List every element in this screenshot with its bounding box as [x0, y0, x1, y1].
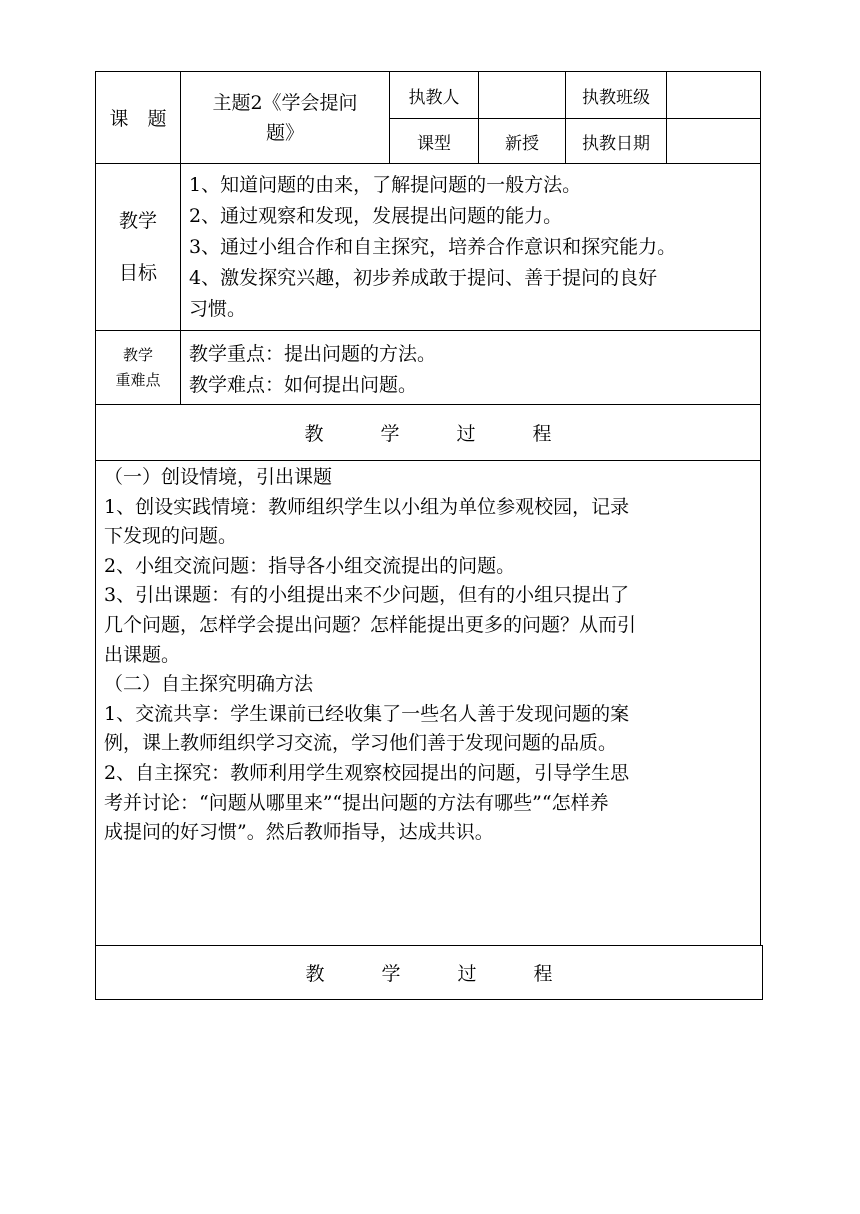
- grid-line: [95, 999, 763, 1000]
- topic-value: [181, 72, 389, 163]
- objectives-label-line1: 教学: [118, 210, 157, 232]
- process-line: 成提问的好习惯”。然后教师指导，达成共识。: [104, 821, 494, 844]
- process-line: 几个问题，怎样学会提出问题？怎样能提出更多的问题？从而引: [104, 613, 637, 636]
- date-label: 执教日期: [582, 133, 650, 154]
- date-value: [667, 119, 760, 163]
- objectives-label: [96, 164, 180, 330]
- process-line: （二）自主探究明确方法: [104, 673, 314, 696]
- process-line: （一）创设情境，引出课题: [104, 466, 333, 488]
- teacher-label: 执教人: [408, 87, 460, 108]
- keypoints-label-line1: 教学: [122, 345, 153, 364]
- objectives-label-line2: 目标: [118, 262, 157, 284]
- objective-line: 习惯。: [189, 298, 247, 320]
- class-value: [667, 72, 760, 118]
- class-label: 执教班级: [582, 87, 650, 108]
- objective-line: 1、知道问题的由来，了解提问题的一般方法。: [189, 174, 582, 196]
- grid-line: [762, 945, 763, 1000]
- grid-line: [95, 163, 761, 164]
- process-line: 下发现的问题。: [104, 525, 238, 548]
- objective-line: 3、通过小组合作和自主探究，培养合作意识和探究能力。: [189, 236, 677, 258]
- process-line: 例，课上教师组织学习交流，学习他们善于发现问题的品质。: [104, 732, 618, 755]
- process-line: 出课题。: [104, 643, 181, 666]
- topic-value-line1: 主题2《学会提问: [212, 91, 358, 114]
- topic-label: 课 题: [109, 108, 167, 130]
- topic-value-line2: 题》: [265, 121, 304, 144]
- keypoint-line: 教学重点：提出问题的方法。: [189, 343, 437, 365]
- process-line: 考并讨论：“问题从哪里来”“提出问题的方法有哪些”“怎样养: [104, 791, 609, 814]
- process-line: 1、交流共享：学生课前已经收集了一些名人善于发现问题的案: [104, 702, 630, 725]
- keypoints-label-line2: 重难点: [115, 370, 161, 389]
- process-line: 2、自主探究：教师利用学生观察校园提出的问题，引导学生思: [104, 761, 630, 784]
- keypoint-line: 教学难点：如何提出问题。: [189, 374, 418, 396]
- teacher-value: [479, 72, 565, 118]
- process-heading-2: 教 学 过 程: [305, 963, 553, 985]
- type-value: 新授: [505, 133, 539, 154]
- objective-line: 4、激发探究兴趣，初步养成敢于提问、善于提问的良好: [189, 267, 658, 289]
- objectives-content: [189, 170, 759, 325]
- process-line: 1、创设实践情境：教师组织学生以小组为单位参观校园，记录: [104, 495, 630, 518]
- type-label: 课型: [417, 133, 451, 154]
- grid-line: [95, 330, 761, 331]
- keypoints-label: [96, 331, 180, 404]
- process-line: 2、小组交流问题：指导各小组交流提出的问题。: [104, 554, 516, 577]
- process-content: [104, 463, 758, 848]
- keypoints-content: [189, 339, 759, 401]
- grid-line: [760, 71, 761, 945]
- objective-line: 2、通过观察和发现，发展提出问题的能力。: [189, 205, 563, 227]
- process-heading: 教 学 过 程: [304, 423, 552, 445]
- grid-line: [95, 460, 761, 461]
- process-line: 3、引出课题：有的小组提出来不少问题，但有的小组只提出了: [104, 584, 630, 607]
